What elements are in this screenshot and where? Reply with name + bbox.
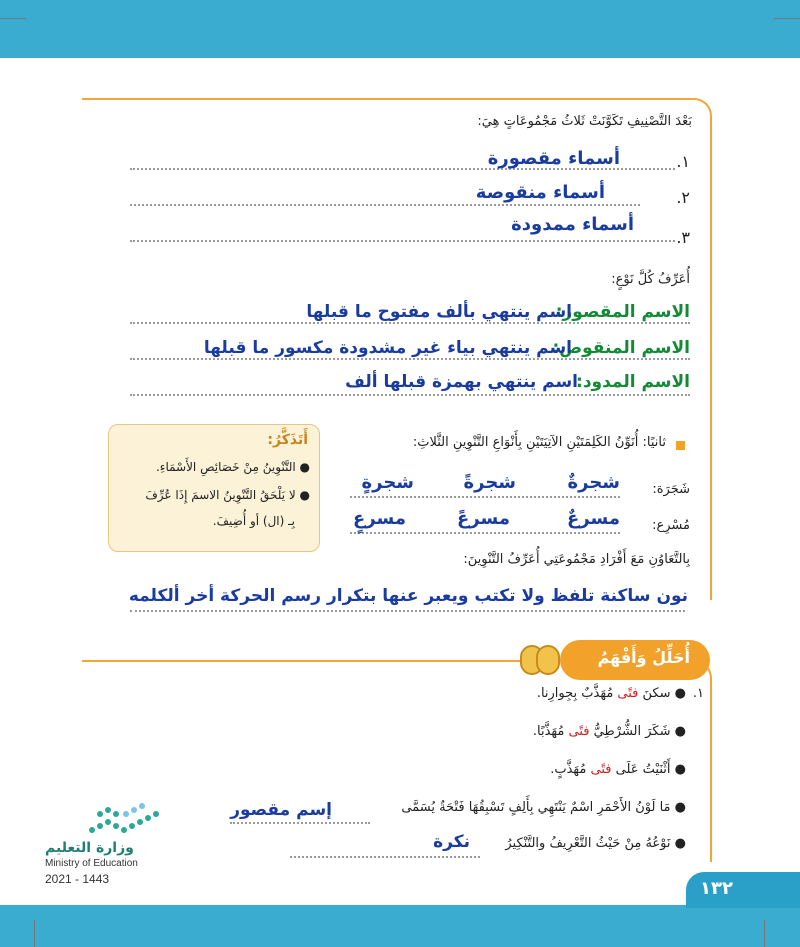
- answer-text: أسماء ممدودة: [511, 214, 634, 235]
- tanween-form: شجرةً: [463, 472, 516, 493]
- definition-text: اسم ينتهي بهمزة قبلها ألف: [345, 372, 578, 392]
- collab-prompt: بِالتَّعَاوُنِ مَعَ أَفْرَادِ مَجْمُوعَتِي أُعَرِّفُ التَّنْوِينَ:: [463, 552, 690, 567]
- reminder-point-text: التَّنْوِينُ مِنْ خَصَائِصِ الأَسْمَاءِ.: [155, 460, 296, 474]
- answer-line: [350, 532, 620, 534]
- sentence-text: شَكَرَ الشُّرْطِيُّ: [589, 724, 671, 739]
- question: ● نَوْعُهُ مِنْ حَيْثُ التَّعْرِيفُ والتَّنْكِيرُ: [505, 836, 686, 851]
- page-number: ١٣٢: [700, 878, 733, 899]
- groups-intro: بَعْدَ التَّصْنِيفِ تَكَوَّنَتْ ثَلاثُ مَجْمُوعَاتٍ هِيَ:: [477, 114, 692, 129]
- bullet-square: [676, 441, 685, 450]
- crop-mark: [764, 920, 765, 947]
- sentence-text: مُهَذَّبًا.: [532, 724, 569, 739]
- answer-line: [130, 394, 690, 396]
- tanween-form: شجرةٌ: [567, 472, 620, 493]
- answer-line: [130, 204, 640, 206]
- answer-line: [290, 856, 480, 858]
- definitions-prompt: أُعَرِّفُ كُلَّ نَوْعٍ:: [611, 272, 690, 287]
- sentence: ● شَكَرَ الشُّرْطِيُّ فتًى مُهَذَّبًا.: [532, 724, 686, 739]
- answer-line: [350, 496, 620, 498]
- question-answer: نكرة: [433, 832, 470, 852]
- question-answer: إسم مقصور: [230, 800, 332, 820]
- sentence-text: سكنَ: [638, 686, 671, 701]
- answer-line: [130, 240, 675, 242]
- reminder-title: أَتَذَكَّرُ:: [267, 432, 308, 448]
- tanween-instruction: ثانيًا: أُنَوِّنُ الكَلِمَتَيْنِ الآتِيَتَيْنِ بِأَنْوَاعِ التَّنْوِينِ الثَّلاثِ:: [412, 435, 666, 450]
- crop-mark: [34, 920, 35, 947]
- ministry-name-arabic: وزارة التعليم: [45, 840, 134, 856]
- answer-line: [130, 610, 685, 612]
- list-number: ١.: [676, 152, 690, 171]
- reminder-point-cont: بِـ (ال) أو أُضِيفَ.: [212, 514, 295, 528]
- analyze-title: أُحَلِّلُ وَأَفْهَمُ: [597, 648, 690, 667]
- answer-text: أسماء مقصورة: [487, 148, 620, 169]
- definition-term: الاسم المدود:: [576, 372, 690, 392]
- tanween-form: مسرعً: [457, 508, 510, 529]
- tanween-form: شجرةٍ: [361, 472, 414, 493]
- edition-year: 2021 - 1443: [45, 872, 110, 886]
- sentence: ● سكنَ فتًى مُهَذَّبٌ بِجِوارِنا.: [536, 686, 686, 701]
- list-number: ٣.: [676, 228, 690, 247]
- tanween-definition: نون ساكنة تلفظ ولا تكتب ويعبر عنها بتكرار رسم الحركة أخر ألكلمه: [128, 586, 688, 606]
- highlighted-word: فتًى: [590, 762, 612, 777]
- definition-text: اسم ينتهي بألف مفتوح ما قبلها: [306, 302, 572, 322]
- question: ● مَا لَوْنُ الأَحْمَرِ اسْمٌ يَنْتَهِي بِأَلِفٍ تَسْبِقُهَا فَتْحَةٌ يُسَمَّى: [401, 800, 686, 815]
- crop-mark: [774, 18, 800, 19]
- crop-mark: [0, 18, 26, 19]
- ministry-logo-icon: [86, 802, 186, 838]
- tanween-form: مسرعٍ: [353, 508, 406, 529]
- top-banner: [0, 0, 800, 58]
- bottom-banner: [0, 905, 800, 947]
- answer-line: [130, 322, 690, 324]
- tanween-form: مسرعٌ: [567, 508, 620, 529]
- sentence: ● أَثْنَيْتُ عَلَى فتًى مُهَذَّبٍ.: [550, 762, 686, 777]
- definition-term: الاسم المقصور:: [555, 302, 690, 322]
- answer-line: [230, 822, 370, 824]
- sentence-number: ١.: [692, 686, 704, 701]
- definition-text: اسم ينتهي بياء غير مشدودة مكسور ما قبلها: [203, 338, 572, 358]
- sentence-text: مُهَذَّبٍ.: [550, 762, 591, 777]
- question-text: مَا لَوْنُ الأَحْمَرِ اسْمٌ يَنْتَهِي بِأَلِفٍ تَسْبِقُهَا فَتْحَةٌ يُسَمَّى: [401, 800, 671, 815]
- word-label: شَجَرَة:: [652, 482, 690, 497]
- reminder-point-text: لا يَلْحَقُ التَّنْوِينُ الاسمَ إِذَا عُرِّفَ: [145, 488, 296, 502]
- word-label: مُسْرِع:: [652, 518, 690, 533]
- answer-line: [130, 358, 690, 360]
- ministry-name-english: Ministry of Education: [45, 858, 138, 869]
- list-number: ٢.: [676, 188, 690, 207]
- answer-text: أسماء منقوصة: [475, 182, 605, 203]
- brain-icon: [536, 645, 560, 675]
- reminder-point: ● لا يَلْحَقُ التَّنْوِينُ الاسمَ إِذَا عُرِّفَ: [145, 488, 310, 502]
- sentence-text: أَثْنَيْتُ عَلَى: [611, 762, 671, 777]
- highlighted-word: فتًى: [617, 686, 639, 701]
- question-text: نَوْعُهُ مِنْ حَيْثُ التَّعْرِيفُ والتَّنْكِيرُ: [505, 836, 671, 851]
- sentence-text: مُهَذَّبٌ بِجِوارِنا.: [536, 686, 618, 701]
- highlighted-word: فتًى: [568, 724, 590, 739]
- reminder-point: ● التَّنْوِينُ مِنْ خَصَائِصِ الأَسْمَاءِ.: [155, 460, 310, 474]
- definition-term: الاسم المنقوص:: [552, 338, 690, 358]
